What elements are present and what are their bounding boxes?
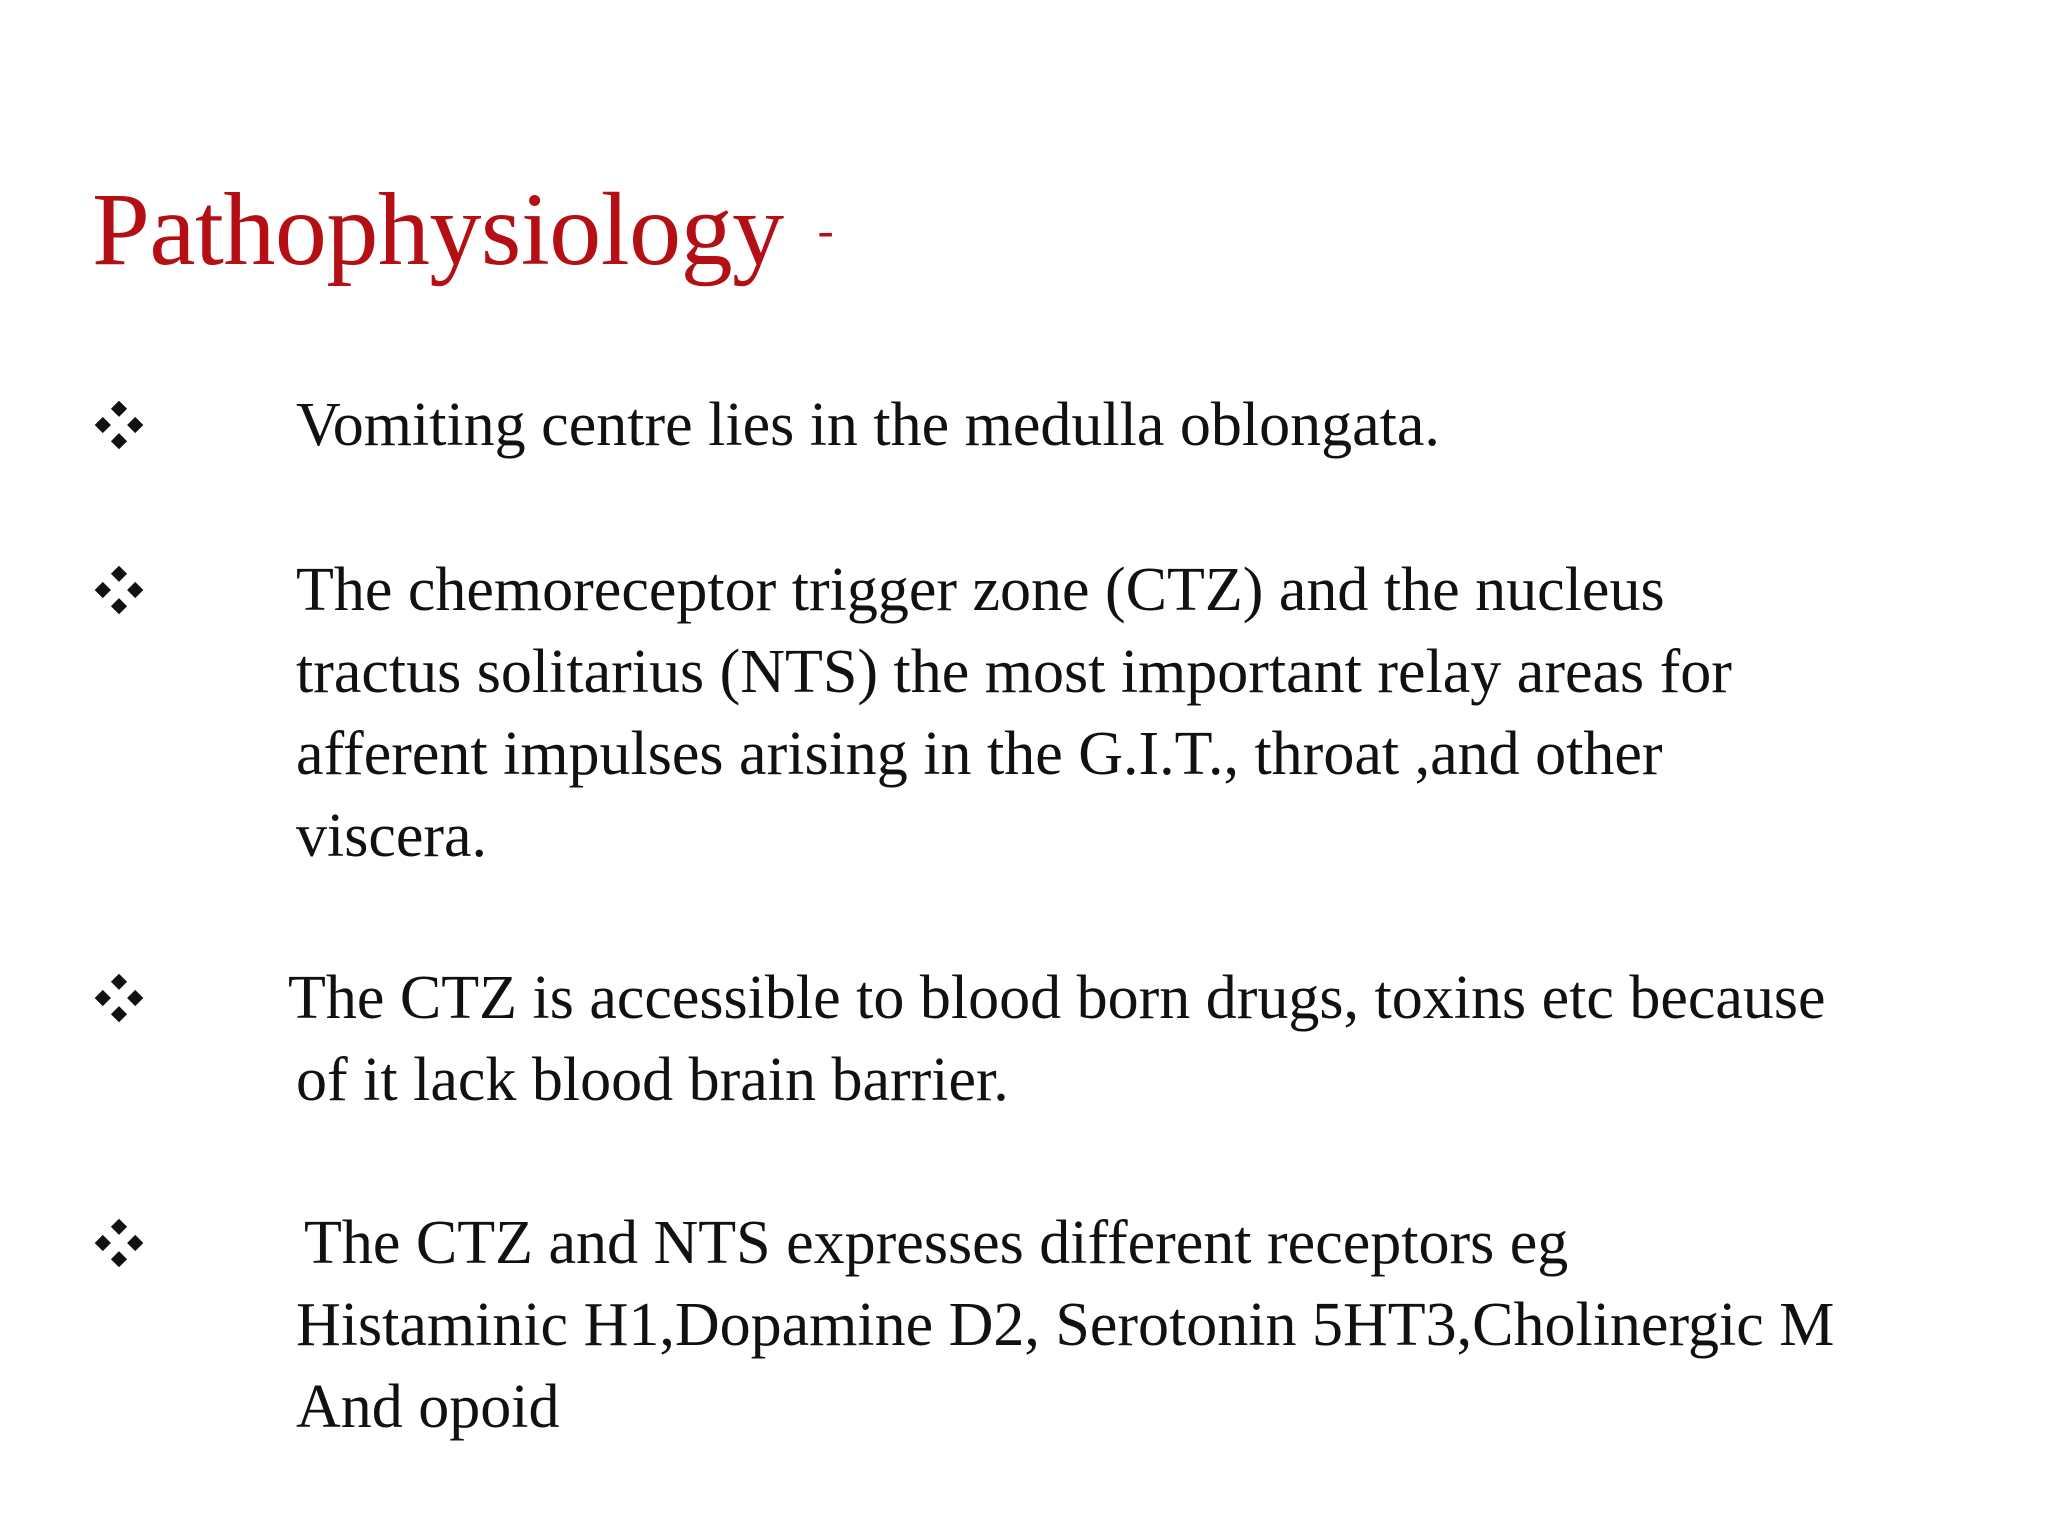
bullet-4-line-3: And opoid — [296, 1373, 560, 1441]
slide-title-text: Pathophysiology — [92, 172, 784, 287]
bullet-1-line-1: Vomiting centre lies in the medulla oblongata. — [296, 391, 1440, 459]
bullet-4-line-2: Histaminic H1,Dopamine D2, Serotonin 5HT3,Cholinergic M — [296, 1291, 1835, 1359]
bullet-text-3 — [288, 957, 1988, 1121]
bullet-2-line-4: viscera. — [296, 802, 488, 870]
bullet-3-line-1: The CTZ is accessible to blood born drugs, toxins etc because — [288, 964, 1826, 1032]
bullet-4-line-1: The CTZ and NTS expresses different receptors eg — [304, 1209, 1569, 1277]
bullet-2-line-3: afferent impulses arising in the G.I.T., throat ,and other — [296, 720, 1663, 788]
slide-title — [92, 172, 834, 287]
four-diamond-bullet-icon — [92, 971, 146, 1025]
bullet-2-line-1: The chemoreceptor trigger zone (CTZ) and the nucleus — [296, 556, 1665, 624]
bullet-2-line-2: tractus solitarius (NTS) the most important relay areas for — [296, 638, 1732, 706]
bullet-text-4 — [296, 1202, 1996, 1448]
four-diamond-bullet-icon — [92, 1216, 146, 1270]
four-diamond-bullet-icon — [92, 398, 146, 452]
slide-title-dash: - — [817, 204, 834, 257]
bullet-text-2 — [296, 549, 1996, 877]
four-diamond-bullet-icon — [92, 563, 146, 617]
bullet-text-1 — [296, 384, 1996, 466]
bullet-3-line-2: of it lack blood brain barrier. — [296, 1046, 1009, 1114]
